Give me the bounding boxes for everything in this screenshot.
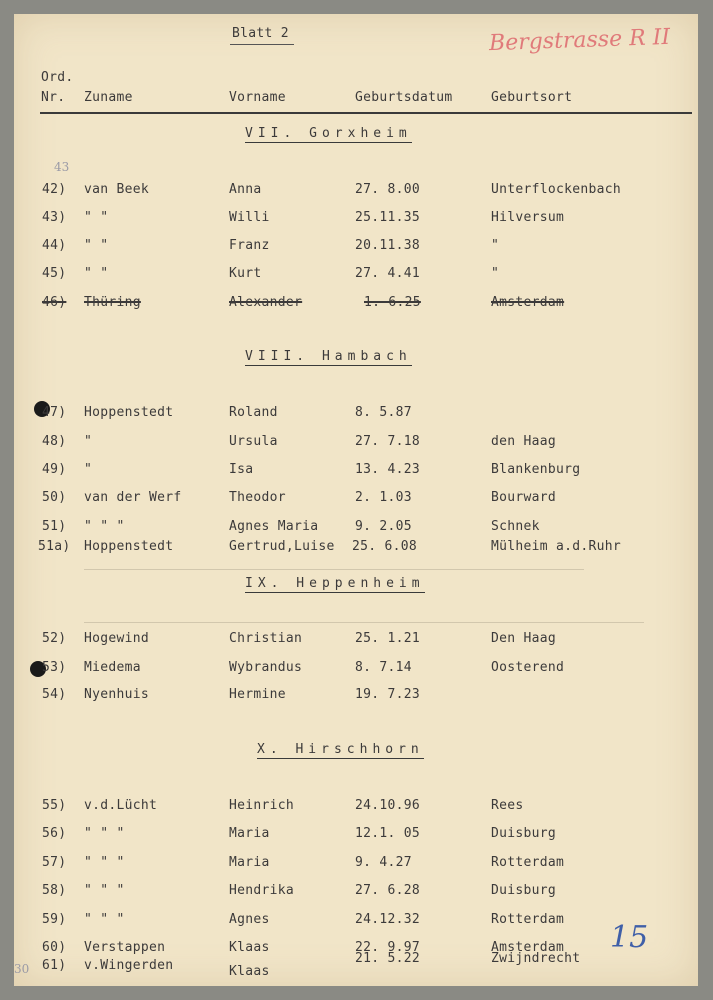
- table-row: 57) " " " Maria 9. 4.27 Rotterdam: [42, 855, 565, 870]
- table-row: 48) " Ursula 27. 7.18 den Haag: [42, 434, 557, 449]
- sheet-label: Blatt 2: [232, 26, 289, 41]
- table-row: 44) " " Franz 20.11.38 ": [42, 238, 500, 253]
- table-row: 51) " " " Agnes Maria 9. 2.05 Schnek: [42, 519, 540, 534]
- section-title-hirschhorn: X. Hirschhorn: [257, 742, 424, 757]
- table-row: 43) " " Willi 25.11.35 Hilversum: [42, 210, 565, 225]
- header-geburtsort: Geburtsort: [491, 90, 573, 105]
- table-row: 56) " " " Maria 12.1. 05 Duisburg: [42, 826, 557, 841]
- table-row: 51a) Hoppenstedt Gertrud,Luise 25. 6.08 Mülheim a.d.Ruhr: [38, 539, 622, 554]
- faint-rule: [84, 569, 584, 570]
- pencil-mark: 30: [14, 962, 30, 976]
- header-vorname: Vorname: [229, 90, 286, 105]
- table-row: 54) Nyenhuis Hermine 19. 7.23: [42, 687, 421, 702]
- section-title-heppenheim: IX. Heppenheim: [245, 576, 425, 591]
- section-title-gorxheim: VII. Gorxheim: [245, 126, 412, 141]
- header-zuname: Zuname: [84, 90, 133, 105]
- table-row: 53) Miedema Wybrandus 8. 7.14 Oosterend: [42, 660, 565, 675]
- faint-rule: [84, 622, 644, 623]
- section-title-hambach: VIII. Hambach: [245, 349, 412, 364]
- header-nr: Nr.: [41, 90, 66, 105]
- header-ord: Ord.: [41, 70, 74, 85]
- sheet-label-underline: [230, 44, 294, 45]
- header-geburtsdatum: Geburtsdatum: [355, 90, 453, 105]
- page-number: 15: [610, 920, 649, 955]
- table-row: 50) van der Werf Theodor 2. 1.03 Bourward: [42, 490, 557, 505]
- handwritten-note: Bergstrasse R II: [488, 24, 671, 57]
- table-row: 52) Hogewind Christian 25. 1.21 Den Haag: [42, 631, 557, 646]
- table-row: 60) Verstappen Klaas 22. 9.97 Amsterdam: [42, 940, 565, 955]
- table-row: 49) " Isa 13. 4.23 Blankenburg: [42, 462, 581, 477]
- pencil-mark: 43: [54, 160, 70, 174]
- table-row: 55) v.d.Lücht Heinrich 24.10.96 Rees: [42, 798, 524, 813]
- table-row: 47) Hoppenstedt Roland 8. 5.87: [42, 405, 412, 420]
- table-row: 59) " " " Agnes 24.12.32 Rotterdam: [42, 912, 565, 927]
- table-row: 61) v.Wingerden Klaas 21. 5.22 Zwijndrecht: [42, 951, 581, 979]
- table-row: 45) " " Kurt 27. 4.41 ": [42, 266, 500, 281]
- table-row: 42) van Beek Anna 27. 8.00 Unterflockenbach: [42, 182, 622, 197]
- table-row-struck: 46) Thüring Alexander 1. 6.25 Amsterdam: [42, 295, 565, 310]
- header-rule: [40, 112, 692, 114]
- document-page: [14, 14, 698, 986]
- table-row: 58) " " " Hendrika 27. 6.28 Duisburg: [42, 883, 557, 898]
